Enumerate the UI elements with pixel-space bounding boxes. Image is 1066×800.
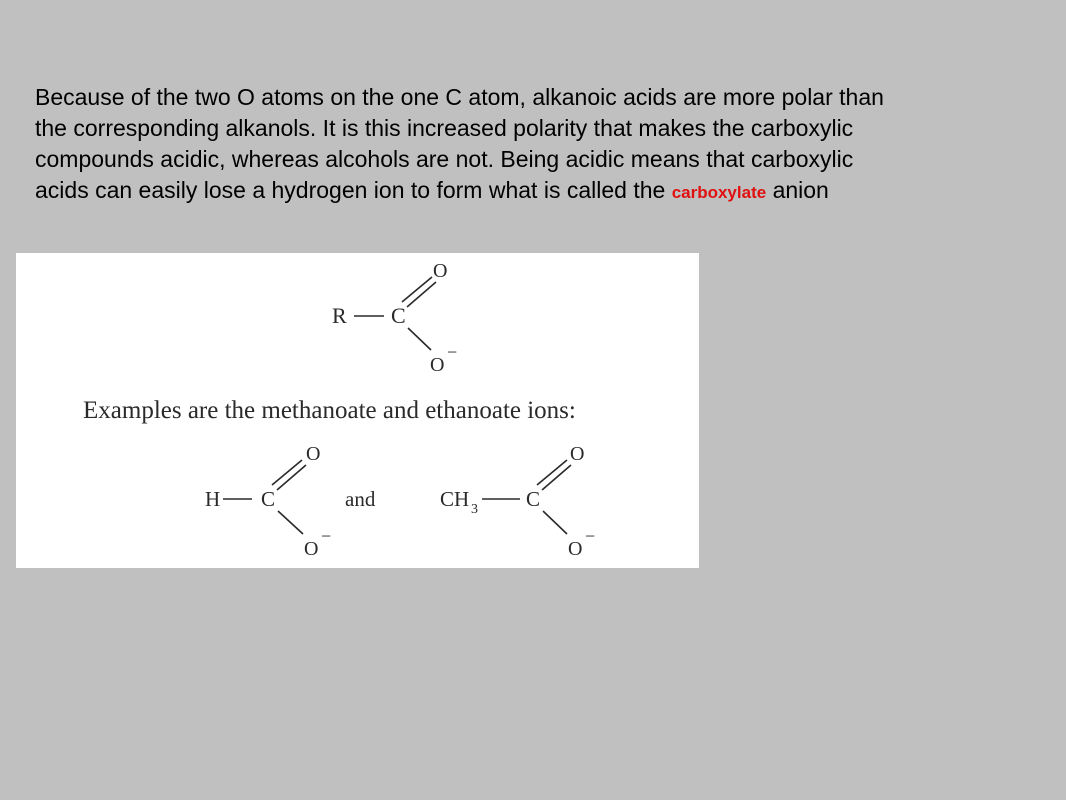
methanoate-negative-charge: − [321,526,332,546]
examples-caption: Examples are the methanoate and ethanoate ions: [83,397,576,424]
text-line-4-end: anion [766,177,829,203]
ethanoate-anion-oxygen-label: O [568,538,583,560]
anion-oxygen-label: O [430,354,445,376]
ethanoate-structure [440,443,595,560]
ethanoate-subscript-3: 3 [471,502,478,517]
text-line-1: Because of the two O atoms on the one C atom, alkanoic acids are more polar than [35,84,884,110]
double-bond-oxygen-label: O [433,260,448,282]
text-line-3: compounds acidic, whereas alcohols are not. Being acidic means that carboxylic [35,146,854,172]
negative-charge: − [447,342,458,362]
methanoate-structure [205,443,331,560]
carboxylate-figure [16,253,699,568]
general-carboxylate-structure [332,260,457,376]
and-conjunction: and [345,487,376,511]
methanoate-single-bond [278,511,303,534]
methanoate-anion-oxygen-label: O [304,538,319,560]
r-group-label: R [332,303,347,328]
ethanoate-negative-charge: − [585,526,596,546]
carboxylate-term: carboxylate [671,183,767,202]
single-bond-line [408,328,431,350]
methanoate-double-oxygen-label: O [306,443,321,465]
text-line-4-start: acids can easily lose a hydrogen ion to form what is called the [35,177,672,203]
carbon-label: C [391,303,406,328]
ethanoate-ch-label: CH [440,487,470,511]
carboxylate-structures-diagram [16,253,699,568]
text-line-4 [35,175,1025,208]
methanoate-carbon-label: C [261,487,276,511]
methanoate-h-label: H [205,487,221,511]
body-text [35,82,1025,208]
text-line-2: the corresponding alkanols. It is this increased polarity that makes the carboxylic [35,115,854,141]
ethanoate-double-oxygen-label: O [570,443,585,465]
ethanoate-single-bond [543,511,567,534]
ethanoate-carbon-label: C [526,487,541,511]
